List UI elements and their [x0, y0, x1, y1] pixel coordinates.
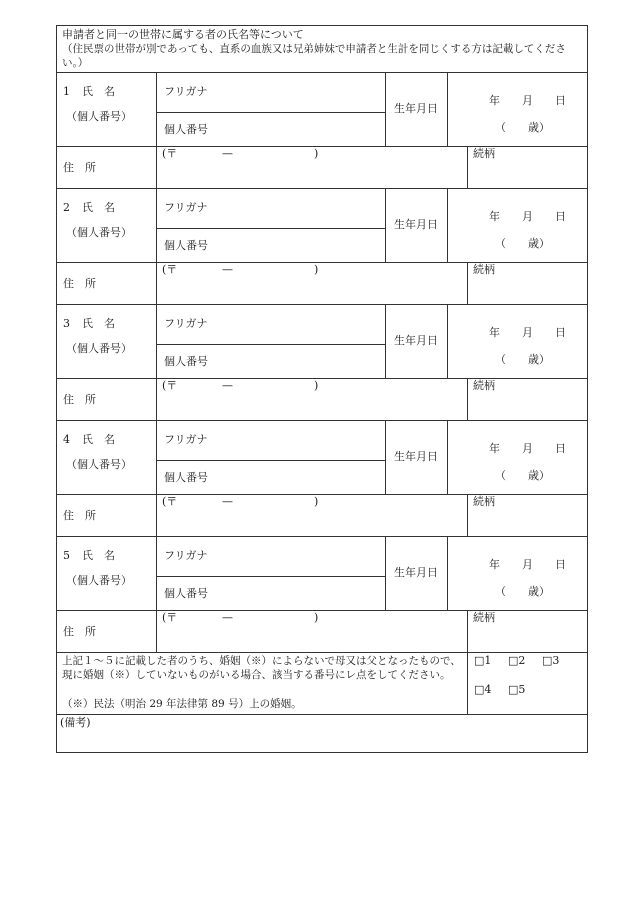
- person-3-relationship-input[interactable]: [473, 396, 583, 416]
- person-5-address-input[interactable]: [160, 628, 462, 648]
- checkbox-option-5[interactable]: [508, 683, 525, 697]
- person-3-personal-number-input[interactable]: [220, 348, 380, 376]
- person-5-address-divider: [56, 610, 588, 611]
- person-5-personal-number-field-label: 個人番号: [164, 587, 208, 600]
- person-3-furigana-label: フリガナ: [164, 317, 208, 330]
- person-2-age-format: （ 歳）: [495, 237, 550, 250]
- remarks-label: (備考): [60, 716, 91, 729]
- person-5-furigana-divider: [156, 576, 385, 577]
- person-3-number: 3: [63, 317, 70, 330]
- person-5-furigana-input[interactable]: [220, 542, 380, 572]
- person-2-postal-dash: —: [222, 263, 233, 276]
- person-3-postal-suffix: ): [314, 379, 319, 392]
- person-2-relationship-label: 続柄: [473, 263, 495, 276]
- person-5-postal-dash: —: [222, 611, 233, 624]
- person-4-birth-label-divider: [447, 420, 448, 494]
- person-2-postal-prefix: (〒: [162, 263, 178, 276]
- person-5-postal-prefix: (〒: [162, 611, 178, 624]
- person-5-personal-number-label: （個人番号）: [66, 574, 132, 587]
- person-5-birthdate-label: 生年月日: [394, 566, 438, 579]
- checkbox-label: 3: [552, 654, 560, 667]
- person-2-relationship-input[interactable]: [473, 280, 583, 300]
- person-5-relationship-label: 続柄: [473, 611, 495, 624]
- person-5-postal-suffix: ): [314, 611, 319, 624]
- person-4-address-divider: [56, 494, 588, 495]
- person-4-personal-number-label: （個人番号）: [66, 458, 132, 471]
- person-4-label-divider: [156, 420, 157, 536]
- person-2-birthdate-label: 生年月日: [394, 218, 438, 231]
- person-4-furigana-label: フリガナ: [164, 433, 208, 446]
- person-1-furigana-input[interactable]: [220, 78, 380, 108]
- person-5-personal-number-input[interactable]: [220, 580, 380, 608]
- person-3-address-input[interactable]: [160, 396, 462, 416]
- checkbox-label: 1: [484, 654, 492, 667]
- person-4-address-input[interactable]: [160, 512, 462, 532]
- person-3-furigana-divider: [156, 344, 385, 345]
- person-4-relation-divider: [467, 494, 468, 536]
- person-3-address-label: 住 所: [63, 393, 96, 406]
- person-4-furigana-input[interactable]: [220, 426, 380, 456]
- checkbox-option-2[interactable]: [508, 654, 525, 668]
- person-5-relation-divider: [467, 610, 468, 652]
- checkbox-square-icon[interactable]: □: [542, 654, 553, 667]
- form-border-right: [587, 25, 588, 753]
- person-3-label-divider: [156, 304, 157, 420]
- person-1-label-divider: [156, 72, 157, 188]
- marriage-question: 上記１～５に記載した者のうち、婚姻（※）によらないで母又は父となったもので、現に婚姻（※）していないものがいる場合、該当する番号にレ点をしてください。: [62, 655, 461, 681]
- person-4-postal-suffix: ): [314, 495, 319, 508]
- person-1-personal-number-field-label: 個人番号: [164, 123, 208, 136]
- person-2-personal-number-input[interactable]: [220, 232, 380, 260]
- form-border-bottom: [56, 752, 588, 753]
- person-5-label-divider: [156, 536, 157, 652]
- person-5-name-divider: [385, 536, 386, 610]
- person-1-furigana-label: フリガナ: [164, 85, 208, 98]
- form-instruction-note: （住民票の世帯が別であっても、直系の血族又は兄弟姉妹で申請者と生計を同じくする方は記載してください。）: [62, 43, 566, 69]
- person-4-address-label: 住 所: [63, 509, 96, 522]
- person-3-postal-dash: —: [222, 379, 233, 392]
- person-5-age-format: （ 歳）: [495, 585, 550, 598]
- law-footnote: （※）民法（明治 29 年法律第 89 号）上の婚姻。: [62, 698, 302, 710]
- person-4-age-format: （ 歳）: [495, 469, 550, 482]
- person-1-postal-suffix: ): [314, 147, 319, 160]
- checkbox-option-4[interactable]: [474, 683, 491, 697]
- person-1-furigana-divider: [156, 112, 385, 113]
- person-4-birthdate-label: 生年月日: [394, 450, 438, 463]
- person-4-number: 4: [63, 433, 70, 446]
- checkbox-square-icon[interactable]: □: [508, 654, 519, 667]
- person-1-name-divider: [385, 72, 386, 146]
- remarks-divider: [56, 714, 588, 715]
- person-2-personal-number-field-label: 個人番号: [164, 239, 208, 252]
- person-1-number: 1: [63, 85, 70, 98]
- person-3-block-bottom: [56, 420, 588, 421]
- person-1-relation-divider: [467, 146, 468, 188]
- person-4-name-label: 氏 名: [82, 433, 115, 446]
- person-2-furigana-label: フリガナ: [164, 201, 208, 214]
- person-3-postal-prefix: (〒: [162, 379, 178, 392]
- person-3-age-format: （ 歳）: [495, 353, 550, 366]
- person-3-personal-number-label: （個人番号）: [66, 342, 132, 355]
- person-2-name-divider: [385, 188, 386, 262]
- person-5-address-label: 住 所: [63, 625, 96, 638]
- person-1-relationship-input[interactable]: [473, 164, 583, 184]
- person-5-furigana-label: フリガナ: [164, 549, 208, 562]
- person-1-date-format: 年 月 日: [489, 94, 566, 107]
- checkbox-square-icon[interactable]: □: [508, 683, 519, 696]
- person-1-personal-number-label: （個人番号）: [66, 110, 132, 123]
- person-3-date-format: 年 月 日: [489, 326, 566, 339]
- checkbox-label: 4: [484, 683, 492, 696]
- header-divider: [56, 72, 588, 73]
- person-2-personal-number-label: （個人番号）: [66, 226, 132, 239]
- person-1-block-bottom: [56, 188, 588, 189]
- person-4-postal-prefix: (〒: [162, 495, 178, 508]
- person-3-personal-number-field-label: 個人番号: [164, 355, 208, 368]
- person-2-date-format: 年 月 日: [489, 210, 566, 223]
- person-4-postal-dash: —: [222, 495, 233, 508]
- person-1-address-input[interactable]: [160, 164, 462, 184]
- person-4-name-divider: [385, 420, 386, 494]
- person-2-furigana-input[interactable]: [220, 194, 380, 224]
- person-1-age-format: （ 歳）: [495, 121, 550, 134]
- person-5-number: 5: [63, 549, 70, 562]
- form-border-top: [56, 25, 588, 26]
- person-1-name-label: 氏 名: [82, 85, 115, 98]
- person-1-address-label: 住 所: [63, 161, 96, 174]
- person-1-postal-dash: —: [222, 147, 233, 160]
- remarks-field[interactable]: [60, 730, 584, 750]
- person-5-block-bottom: [56, 652, 588, 653]
- checkbox-option-1[interactable]: [474, 654, 491, 668]
- person-1-relationship-label: 続柄: [473, 147, 495, 160]
- checkbox-square-icon[interactable]: □: [474, 683, 485, 696]
- person-4-relationship-input[interactable]: [473, 512, 583, 532]
- person-2-number: 2: [63, 201, 70, 214]
- person-2-relation-divider: [467, 262, 468, 304]
- person-3-address-divider: [56, 378, 588, 379]
- person-2-address-label: 住 所: [63, 277, 96, 290]
- person-1-personal-number-input[interactable]: [220, 116, 380, 144]
- checkbox-square-icon[interactable]: □: [474, 654, 485, 667]
- person-4-furigana-divider: [156, 460, 385, 461]
- person-4-block-bottom: [56, 536, 588, 537]
- person-3-relation-divider: [467, 378, 468, 420]
- person-4-personal-number-input[interactable]: [220, 464, 380, 492]
- form-border-left: [56, 25, 57, 753]
- person-2-address-input[interactable]: [160, 280, 462, 300]
- person-4-personal-number-field-label: 個人番号: [164, 471, 208, 484]
- person-3-name-divider: [385, 304, 386, 378]
- person-5-relationship-input[interactable]: [473, 628, 583, 648]
- person-1-birth-label-divider: [447, 72, 448, 146]
- person-3-relationship-label: 続柄: [473, 379, 495, 392]
- person-4-relationship-label: 続柄: [473, 495, 495, 508]
- person-2-furigana-divider: [156, 228, 385, 229]
- person-2-address-divider: [56, 262, 588, 263]
- person-1-postal-prefix: (〒: [162, 147, 178, 160]
- checkbox-option-3[interactable]: [542, 654, 559, 668]
- person-1-birthdate-label: 生年月日: [394, 102, 438, 115]
- form-title: 申請者と同一の世帯に属する者の氏名等について: [62, 28, 304, 41]
- person-3-furigana-input[interactable]: [220, 310, 380, 340]
- checkbox-label: 2: [518, 654, 526, 667]
- person-3-name-label: 氏 名: [82, 317, 115, 330]
- person-5-birth-label-divider: [447, 536, 448, 610]
- person-2-block-bottom: [56, 304, 588, 305]
- person-1-address-divider: [56, 146, 588, 147]
- person-3-birthdate-label: 生年月日: [394, 334, 438, 347]
- person-2-label-divider: [156, 188, 157, 304]
- person-2-birth-label-divider: [447, 188, 448, 262]
- person-4-date-format: 年 月 日: [489, 442, 566, 455]
- person-2-name-label: 氏 名: [82, 201, 115, 214]
- person-2-postal-suffix: ): [314, 263, 319, 276]
- checkbox-label: 5: [518, 683, 526, 696]
- person-3-birth-label-divider: [447, 304, 448, 378]
- person-5-name-label: 氏 名: [82, 549, 115, 562]
- person-5-date-format: 年 月 日: [489, 558, 566, 571]
- marriage-checkbox-divider: [467, 651, 468, 714]
